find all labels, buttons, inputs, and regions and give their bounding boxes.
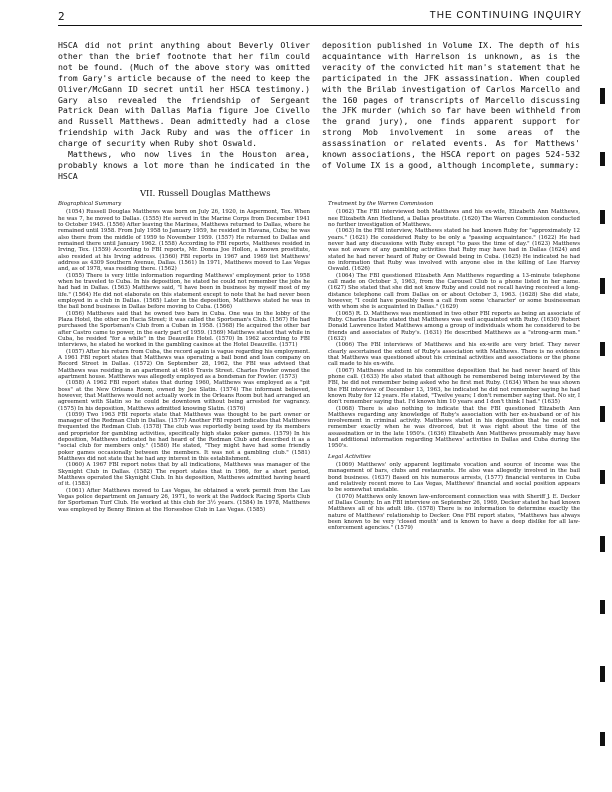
report-left-column: [58, 201, 310, 513]
report-paragraph: (1064) The FBI questioned Elizabeth Ann Matthews regarding a 13-minute telephone call made on October 3, 1963, from the Carousel Club to a phone listed in her name. (1627) She stated that she did not know Ruby and could not recall having received a long-distance telephone call from Dallas on or about October 3, 1963. (1628) She did state, however, "I could have possibly been a call from some 'character' or some businessman with whom she is acquainted in Dallas." (1629): [328, 272, 580, 311]
running-title: THE CONTINUING INQUIRY: [429, 10, 582, 21]
margin-mark: [600, 600, 605, 614]
margin-mark: [600, 406, 605, 422]
report-paragraph: (1070) Matthews only known law-enforcement connection was with Sheriff J. E. Decker of Dallas County. In an FBI interview on September 26, 1969, Decker stated he had known Matthews all of his adult life. (1578) There is no information to determine exactly the nature of Matthews' relationship to Decker. One FBI report states, "Matthews has always been known to be very 'closed mouth' and is known to have a deep dislike for all law-enforcement agencies." (1579): [328, 493, 580, 532]
margin-mark: [600, 732, 605, 746]
report-right-column: [328, 201, 580, 532]
report-paragraph: (1056) Matthews said that he owned two bars in Cuba. One was in the lobby of the Plaza Hotel, the other on Hacia Street; it was called the Sportsman's Club. (1567) He had purchased the Sportsman's Club from a Cuban in 1958. (1568) He acquired the other bar after Castro came to power, in the early part of 1959. (1569) Matthews stated that while in Cuba, he resided "for a while" in the Deauville Hotel. (1570) In 1962 according to FBI interviews, he stated he worked in the gambling casinos at the Hotel Deauville. (1571): [58, 310, 310, 349]
intro-paragraph: HSCA did not print anything about Beverly Oliver other than the brief footnote that her film could not be found. (Much of the above story was omitted from Gary's article because of the need to keep the Oliver/McGann ID secret until her HSCA testimony.) Gary also revealed the friendship of Sergeant Patrick Dean with Dallas Mafia figure Joe Civello and Russell Matthews. Dean admittedly had a close friendship with Jack Ruby and was the officer in charge of security when Ruby shot Oswald.: [58, 40, 310, 149]
report-paragraph: (1069) Matthews' only apparent legitimate vocation and source of income was the management of bars, clubs and restaurants. He also was allegedly involved in the bail bond business. (1637) Based on his numerous arrests, (1577) financial ventures in Cuba and relatively recent move to Las Vegas, Matthews' financial and social position appears to be somewhat unstable.: [328, 462, 580, 494]
intro-right-column: [322, 40, 580, 171]
report-paragraph: (1061) After Matthews moved to Las Vegas, he obtained a work permit from the Las Vegas police department on January 26, 1971, to work at the Paddock Racing Sports Club for Sportsman Turf Club. He worked at this club for 3½ years. (1584) In 1978, Matthews was employed by Benny Binion at the Horseshoe Club in Las Vegas. (1585): [58, 487, 310, 513]
subheading: Legal Activities: [328, 453, 371, 460]
page-number: 2: [58, 10, 65, 23]
header-rule: [58, 25, 582, 26]
intro-paragraph: deposition published in Volume IX. The depth of his acquaintance with Harrelson is unknown, as is the veracity of the convicted hit man's statement that he participated in the JFK assassination. When coupled with the Brilab investigation of Carlos Marcello and the 160 pages of transcripts of Marcello discussing the JFK murder (which so far have been withheld from the grand jury), one finds apparent support for strong Mob involvement in some areas of the assassination or related events. As for Matthews' known associations, the HSCA report on pages 524-532 of Volume IX is a good, although incomplete, summary:: [322, 40, 580, 170]
report-paragraph: (1057) After his return from Cuba, the record again is vague regarding his employment. A 1961 FBI report states that Matthews was operating a bail bond and loan company on Record Street in Dallas. (1572) On September 28, 1962, the FBI was advised that Matthews was residing in an apartment at 4616 Travis Street. Charles Fowler owned the apartment house. Matthews was allegedly employed as a bondsman for Fowler. (1573): [58, 348, 310, 380]
intro-left-column: [58, 40, 310, 182]
section-heading: VII. Russell Douglas Matthews: [140, 188, 271, 198]
subheading: Treatment by the Warren Commission: [328, 201, 434, 207]
report-paragraph: (1059) Two 1963 FBI reports state that Matthews was thought to be part owner or manager of the Redman Club in Dallas. (1577) Another FBI report indicates that Matthews frequented the Redman Club. (1578) The club was reportedly being used by its members and proprietor for gambling activities, specifically high stake poker games. (1579) In his deposition, Matthews indicated he had heard of the Redman Club and described it as a "social club for members only." (1580) He stated, "They might have had some friendly poker games occasionally between the members. It was not a gambling club." (1581) Matthews did not state that he had any interest in this establishment.: [58, 411, 310, 463]
report-paragraph: (1058) A 1962 FBI report states that during 1960, Matthews was employed as a "pit boss" at the New Orleans Room, owned by Joe Slatin. (1574) The informant believed, however, that Matthews would not actually work in the Orleans Room but had arranged an agreement with Slatin so he could be downtown without being arrested for vagrancy. (1575) In his deposition, Matthews admitted knowing Slatin. (1576): [58, 380, 310, 412]
report-paragraph: (1055) There is very little information regarding Matthews' employment prior to 1958 when he traveled to Cuba. In his deposition, he stated he could not remember the jobs he had had in Dallas. (1563) Matthews said, "I have been in business by myself most of my life." (1564) He did not elaborate on this statement except to note that he had never been employed in a club in Dallas. (1565) Later in the deposition, Matthews stated he was in the bail bond business in Dallas before moving to Cuba. (1566): [58, 272, 310, 311]
margin-mark: [600, 470, 605, 484]
margin-mark: [600, 278, 605, 294]
report-paragraph: (1066) The FBI interviews of Matthews and his ex-wife are very brief. They never clearly ascertained the extent of Ruby's association with Matthews. There is no evidence that Matthews was questioned about his criminal activities and associations or the phone call made to his ex-wife.: [328, 342, 580, 368]
margin-marks: [600, 60, 606, 760]
margin-mark: [600, 210, 605, 224]
report-paragraph: (1065) R. D. Matthews was mentioned in two other FBI reports as being an associate of Ruby. Charles Duarte stated that Matthews was well acquainted with Ruby. (1630) Robert Donald Lawrence listed Matthews among a group of individuals whom he considered to be friends and associates of Ruby's. (1631) He described Matthews as a "strong-arm man." (1632): [328, 310, 580, 342]
report-paragraph: (1067) Matthews stated in his committee deposition that he had never heard of this phone call. (1633) He also stated that although he remembered being interviewed by the FBI, he did not remember being asked who he first met Ruby. (1634) When he was shown the FBI interview of December 13, 1963, he indicated he did not remember saying he had known Ruby for 12 years. He stated, "Twelve years; I don't remember saying that. No sir, I don't remember saying that. I'd known him 10 years and I don't think I had." (1635): [328, 367, 580, 406]
margin-mark: [600, 152, 605, 166]
intro-paragraph: Matthews, who now lives in the Houston area, probably knows a lot more than he indicated in the HSCA: [58, 149, 310, 181]
margin-mark: [600, 536, 605, 552]
margin-mark: [600, 88, 605, 104]
report-paragraph: (1068) There is also nothing to indicate that the FBI questioned Elizabeth Ann Matthews regarding any knowledge of Ruby's association with her ex-husband or of his involvement in criminal activity. Matthews stated in his deposition that he could not remember exactly when he was divorced, but it was right about the time of the assassination or in the late 1950's. (1636) Elizabeth Ann Matthews presumably may have had additional information regarding Matthews' activities in Dallas and Cuba during the 1950's.: [328, 405, 580, 450]
subheading: Biographical Summary: [58, 201, 122, 207]
report-paragraph: (1062) The FBI interviewed both Matthews and his ex-wife, Elizabeth Ann Matthews, nee Elizabeth Ann Hedlund, a Dallas prostitute. (1620) The Warren Commission conducted no further investigation of Matthews.: [328, 209, 580, 228]
margin-mark: [600, 342, 605, 356]
report-paragraph: (1063) In the FBI interview, Matthews stated he had known Ruby for "approximately 12 years." (1621) He considered Ruby to be only a "passing acquaintance." (1622) He had never had any discussions with Ruby except "to pass the time of day." (1623) Matthews was not aware of any gambling activities that Ruby may have had in Dallas (1624) and stated he had never heard of Ruby or Oswald being in Cuba. (1625) He indicated he had no information that Ruby was involved with anyone else in the killing of Lee Harvey Oswald. (1626): [328, 228, 580, 273]
report-paragraph: (1060) A 1967 FBI report notes that by all indications, Matthews was manager of the Skynight Club in Dallas. (1582) The report states that in 1966, for a short period, Matthews operated the Skynight Club. In his deposition, Matthews admitted having heard of it. (1583): [58, 462, 310, 488]
report-paragraph: (1054) Russell Douglas Matthews was born on July 26, 1920, in Aspermont, Tex. When he was 7, he moved to Dallas. (1555) He served in the Marine Corps from December 1941 to October 1945. (1556) After leaving the Marines, Matthews returned to Dallas, where he remained until 1958. From July 1958 to January 1959, he resided in Havana, Cuba; he was also there from the middle of 1959 to November 1959. (1557) He returned to Dallas and remained there until January 1962. (1558) According to FBI reports, Matthews resided in Irving, Tex. (1559) According to FBI reports, Mr. Donna Joe Hollon, a known prostitute, also resided at his Irving address. (1560) FBI reports in 1967 and 1969 list Matthews' address as 4309 Southern Avenue, Dallas. (1561) In 1971, Matthews moved to Las Vegas and, as of 1978, was residing there. (1562): [58, 209, 310, 273]
margin-mark: [600, 666, 605, 682]
